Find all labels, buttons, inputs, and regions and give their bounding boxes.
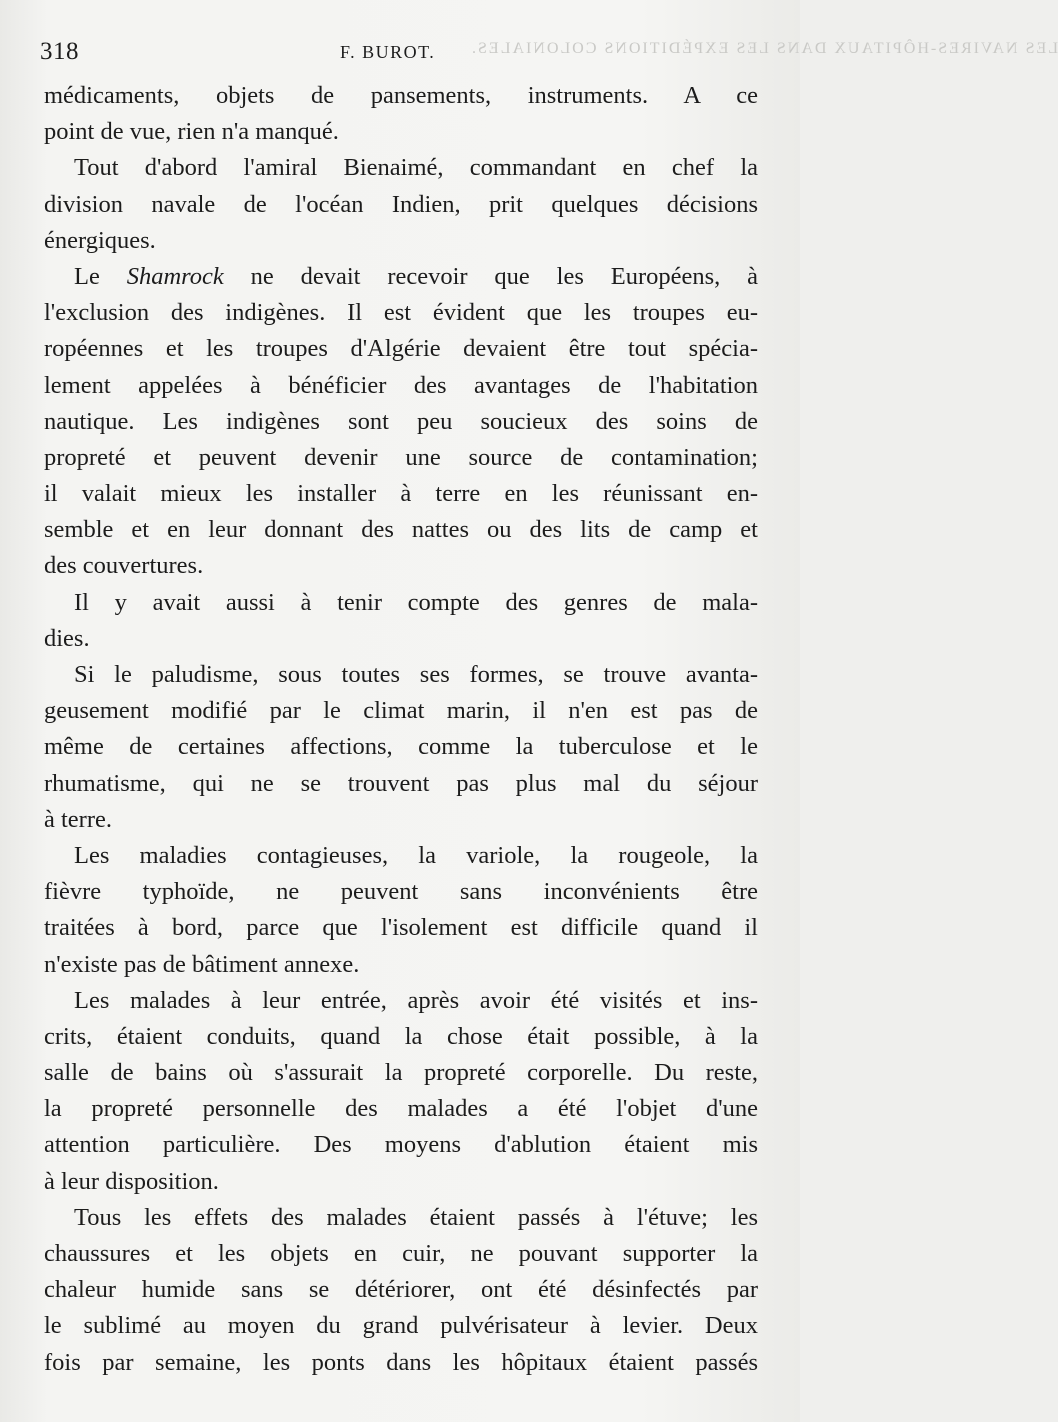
text-line-segment: ne devait recevoir que les Européens, à	[223, 262, 758, 290]
text-line: Les maladies contagieuses, la variole, la rougeole, la	[74, 841, 758, 869]
text-line: il valait mieux les installer à terre en les réunissant en-	[44, 480, 758, 508]
text-line: médicaments, objets de pansements, instruments. A ce	[44, 82, 758, 109]
text-line: dies.	[44, 624, 90, 652]
text-line: fois par semaine, les ponts dans les hôpitaux étaient passés	[44, 1348, 758, 1376]
text-line	[44, 259, 758, 295]
text-line: nautique. Les indigènes sont peu soucieux des soins de	[44, 407, 758, 435]
text-line: salle de bains où s'assurait la propreté corporelle. Du reste,	[44, 1059, 758, 1087]
text-line: lement appelées à bénéficier des avantages de l'habitation	[44, 371, 758, 399]
text-line: semble et en leur donnant des nattes ou des lits de camp et	[44, 516, 758, 544]
text-line: crits, étaient conduits, quand la chose était possible, à la	[44, 1022, 758, 1050]
text-line: même de certaines affections, comme la tuberculose et le	[44, 733, 758, 761]
text-line: énergiques.	[44, 226, 156, 254]
text-line: Tous les effets des malades étaient passés à l'étuve; les	[74, 1203, 758, 1231]
text-line: ropéennes et les troupes d'Algérie devaient être tout spécia-	[44, 335, 758, 363]
ship-name: Shamrock	[126, 262, 224, 290]
text-line: le sublimé au moyen du grand pulvérisateur à levier. Deux	[44, 1312, 758, 1340]
text-line: la propreté personnelle des malades a été l'objet d'une	[44, 1095, 758, 1123]
page-number: 318	[40, 38, 79, 65]
text-line: geusement modifié par le climat marin, il n'en est pas de	[44, 697, 758, 725]
text-line: Si le paludisme, sous toutes ses formes, se trouve avanta-	[74, 661, 758, 688]
text-line: point de vue, rien n'a manqué.	[44, 118, 339, 146]
text-line: fièvre typhoïde, ne peuvent sans inconvénients être	[44, 878, 758, 906]
text-line-segment: Le	[74, 262, 127, 290]
text-line: n'existe pas de bâtiment annexe.	[44, 950, 360, 978]
text-line: division navale de l'océan Indien, prit quelques décisions	[44, 190, 758, 218]
text-line: l'exclusion des indigènes. Il est évident que les troupes eu-	[44, 299, 758, 327]
text-line: Les malades à leur entrée, après avoir été visités et ins-	[74, 986, 758, 1014]
body-text	[44, 78, 758, 1381]
text-line: Tout d'abord l'amiral Bienaimé, commandant en chef la	[74, 154, 758, 182]
text-line: attention particulière. Des moyens d'ablution étaient mis	[44, 1131, 758, 1159]
text-line: à leur disposition.	[44, 1167, 219, 1195]
bleed-through-text: LES NAVIRES-HÔPITAUX DANS LES EXPÉDITIONS COLONIALES.	[470, 40, 1058, 57]
text-line: propreté et peuvent devenir une source de contamination;	[44, 443, 758, 471]
text-line: chaussures et les objets en cuir, ne pouvant supporter la	[44, 1240, 758, 1267]
text-line: Il y avait aussi à tenir compte des genres de mala-	[74, 588, 758, 616]
text-line: traitées à bord, parce que l'isolement est difficile quand il	[44, 914, 758, 942]
text-line: chaleur humide sans se détériorer, ont été désinfectés par	[44, 1276, 758, 1304]
text-line: des couvertures.	[44, 552, 204, 580]
text-line: rhumatisme, qui ne se trouvent pas plus mal du séjour	[44, 769, 758, 797]
text-line: à terre.	[44, 805, 112, 833]
running-head: F. BUROT.	[340, 42, 436, 62]
